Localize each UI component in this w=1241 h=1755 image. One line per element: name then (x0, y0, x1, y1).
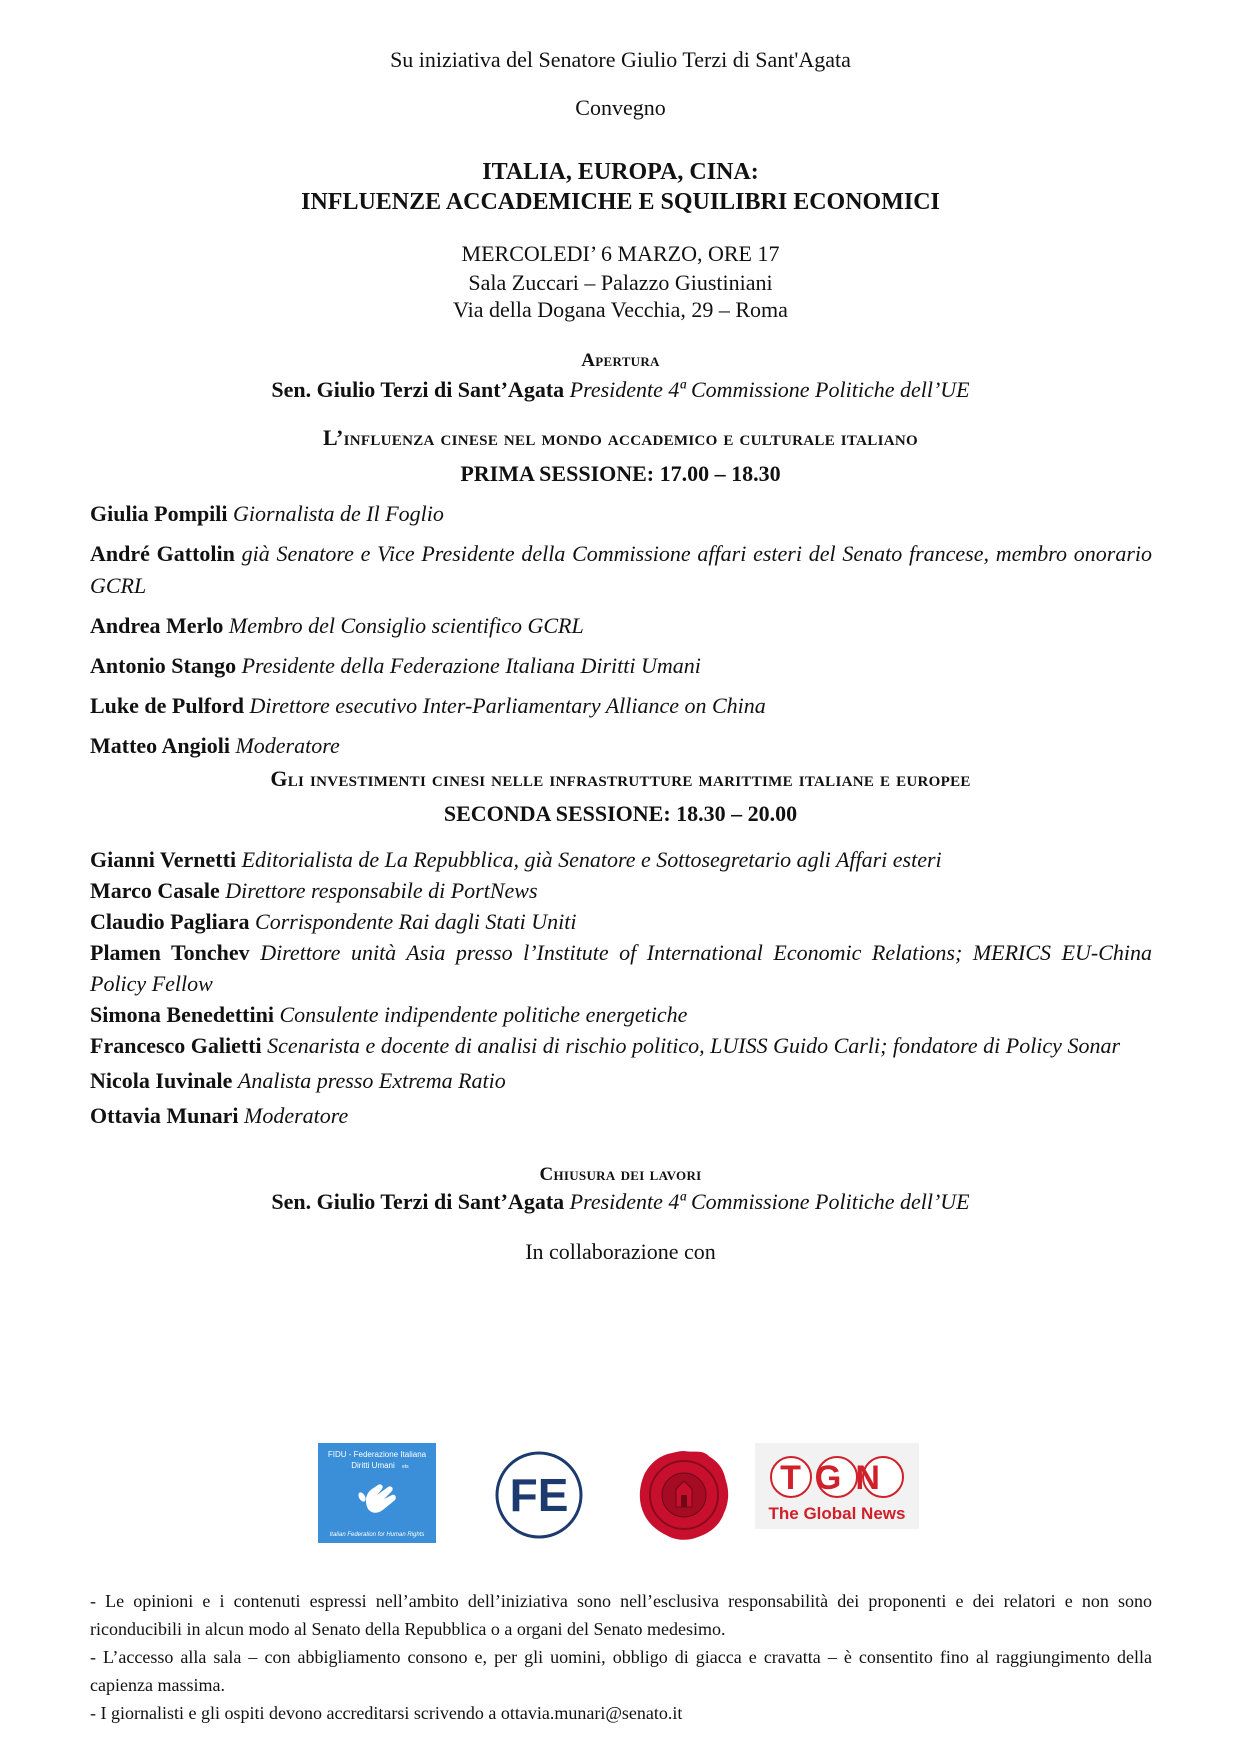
speaker-role: Direttore unità Asia presso l’Institute of International Economic Relations; MERICS EU-China Policy Fellow (90, 940, 1153, 996)
speaker-item (90, 730, 1152, 762)
speaker-item (90, 498, 1152, 530)
speaker-item (90, 937, 1152, 999)
closing-name: Sen. Giulio Terzi di Sant’Agata (271, 1189, 565, 1214)
speaker-name: Ottavia Munari (90, 1103, 239, 1128)
speaker-role: Scenarista e docente di analisi di rischio politico, LUISS Guido Carli; fondatore di Policy Sonar (267, 1033, 1121, 1058)
tgn-graphic (755, 1443, 919, 1529)
speaker-item (90, 875, 1152, 906)
session2-theme: Gli investimenti cinesi nelle infrastrutture marittime italiane e europee (270, 766, 971, 791)
speaker-role: Analista presso Extrema Ratio (237, 1068, 506, 1093)
speaker-name: Antonio Stango (90, 653, 237, 678)
speaker-role: Consulente indipendente politiche energetiche (279, 1002, 688, 1027)
speaker-role: Corrispondente Rai dagli Stati Uniti (255, 909, 577, 934)
fidu-subtitle: Italian Federation for Human Rights (329, 1532, 425, 1538)
seal-graphic (636, 1447, 732, 1543)
speaker-role: Direttore esecutivo Inter-Parliamentary Alliance on China (249, 693, 766, 718)
fidu-logo-graphic (318, 1443, 436, 1543)
closing-role: Presidente 4ª Commissione Politiche dell’UE (569, 1189, 970, 1214)
speaker-role: Membro del Consiglio scientifico GCRL (228, 613, 584, 638)
speaker-item (90, 906, 1152, 937)
speaker-item (90, 610, 1152, 642)
opening-speaker (0, 376, 1241, 404)
event-type: Convegno (575, 95, 666, 120)
fe-text: FE (509, 1469, 569, 1521)
speaker-name: Gianni Vernetti (90, 847, 237, 872)
partners-intro: In collaborazione con (525, 1239, 716, 1264)
tgn-subtitle: The Global News (768, 1504, 906, 1523)
event-date: MERCOLEDI’ 6 MARZO, ORE 17 (461, 241, 780, 266)
speaker-role: Moderatore (235, 733, 340, 758)
speaker-role: già Senatore e Vice Presidente della Commissione affari esteri del Senato francese, membro onorario GCRL (90, 541, 1153, 598)
speaker-item (90, 1065, 1152, 1096)
speaker-role: Presidente della Federazione Italiana Diritti Umani (241, 653, 701, 678)
session1-speakers (90, 498, 1152, 762)
session1-label: PRIMA SESSIONE: 17.00 – 18.30 (460, 461, 781, 486)
speaker-role: Editorialista de La Repubblica, già Senatore e Sottosegretario agli Affari esteri (241, 847, 942, 872)
tgn-logo (755, 1443, 919, 1529)
speaker-item (90, 844, 1152, 875)
speaker-item (90, 1030, 1152, 1061)
session2-speakers (90, 844, 1152, 1131)
fidu-line1: FIDU - Federazione Italiana (327, 1450, 427, 1459)
speaker-item (90, 690, 1152, 722)
speaker-role: Moderatore (244, 1103, 349, 1128)
speaker-name: Claudio Pagliara (90, 909, 250, 934)
speaker-item (90, 650, 1152, 682)
opening-name: Sen. Giulio Terzi di Sant’Agata (271, 377, 565, 402)
speaker-role: Giornalista de Il Foglio (233, 501, 444, 526)
event-title-line2: INFLUENZE ACCADEMICHE E SQUILIBRI ECONOMICI (301, 189, 940, 215)
speaker-name: Giulia Pompili (90, 501, 228, 526)
speaker-name: Andrea Merlo (90, 613, 224, 638)
speaker-name: Francesco Galietti (90, 1033, 262, 1058)
speaker-role: Direttore responsabile di PortNews (225, 878, 538, 903)
speaker-name: Luke de Pulford (90, 693, 245, 718)
event-title-line1: ITALIA, EUROPA, CINA: (482, 159, 759, 185)
seal-logo (636, 1447, 732, 1543)
session1-theme: L’influenza cinese nel mondo accademico e culturale italiano (323, 425, 918, 450)
event-address: Via della Dogana Vecchia, 29 – Roma (453, 297, 788, 322)
fidu-logo (318, 1443, 436, 1543)
speaker-name: Simona Benedettini (90, 1002, 274, 1027)
fe-logo-graphic (494, 1450, 584, 1540)
opening-role: Presidente 4ª Commissione Politiche dell’UE (569, 377, 970, 402)
fidu-suffix: ets (402, 1464, 409, 1470)
fidu-line2: Diritti Umani (351, 1461, 395, 1470)
event-venue: Sala Zuccari – Palazzo Giustiniani (468, 270, 773, 295)
disclaimer-item: - I giornalisti e gli ospiti devono accreditarsi scrivendo a ottavia.munari@senato.it (90, 1703, 683, 1723)
initiative-line: Su iniziativa del Senatore Giulio Terzi di Sant'Agata (390, 47, 851, 72)
speaker-item (90, 1100, 1152, 1131)
speaker-item (90, 999, 1152, 1030)
speaker-name: Matteo Angioli (90, 733, 230, 758)
disclaimer (90, 1587, 1152, 1727)
speaker-name: Marco Casale (90, 878, 220, 903)
closing-heading: Chiusura dei lavori (539, 1164, 702, 1185)
closing-speaker (0, 1188, 1241, 1216)
speaker-name: Nicola Iuvinale (90, 1068, 233, 1093)
session2-label: SECONDA SESSIONE: 18.30 – 20.00 (443, 801, 798, 826)
partner-logos (0, 1443, 1241, 1553)
speaker-name: Plamen Tonchev (90, 940, 250, 965)
disclaimer-item: - L’accesso alla sala – con abbigliamento consono e, per gli uomini, obbligo di giacca e cravatta – è consentito fino al raggiungimento della capienza massima. (90, 1647, 1152, 1695)
fe-logo (494, 1450, 584, 1540)
speaker-name: André Gattolin (90, 541, 235, 566)
disclaimer-item: - Le opinioni e i contenuti espressi nell’ambito dell’iniziativa sono nell’esclusiva responsabilità dei proponenti e dei relatori e non sono riconducibili in alcun modo al Senato della Repubblica o a organi del Senato medesimo. (90, 1591, 1152, 1639)
opening-heading: Apertura (581, 350, 660, 371)
tgn-text: TGN (780, 1459, 894, 1497)
speaker-item (90, 538, 1152, 602)
